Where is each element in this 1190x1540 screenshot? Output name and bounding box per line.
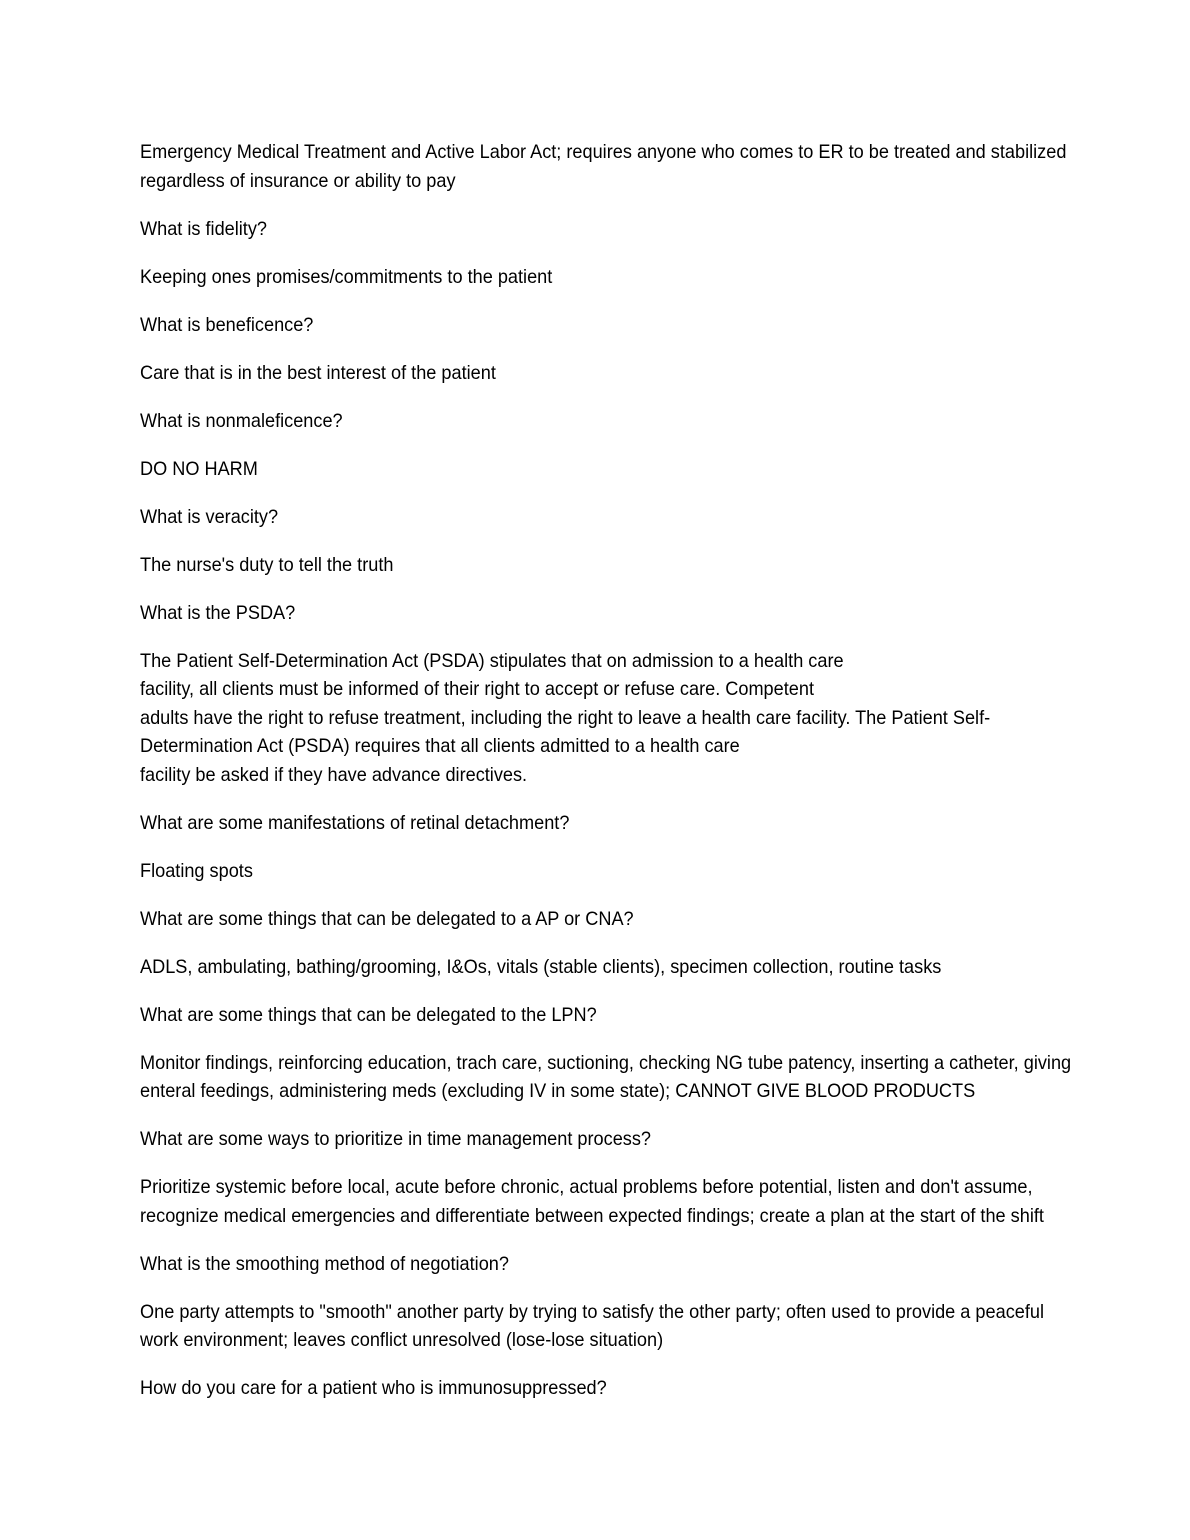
answer-beneficence: [140, 359, 996, 388]
text-line: regardless of insurance or ability to pay: [140, 169, 456, 192]
document-page: [140, 138, 1072, 1422]
answer-psda: [140, 647, 996, 790]
text-line: Care that is in the best interest of the patient: [140, 361, 496, 384]
question-psda: [140, 599, 996, 628]
answer-delegate-lpn: [140, 1049, 1072, 1106]
text-line: What is beneficence?: [140, 313, 314, 336]
text-line: What are some things that can be delegated to a AP or CNA?: [140, 907, 634, 930]
text-line: What are some manifestations of retinal detachment?: [140, 811, 570, 834]
question-immunosuppressed-care: [140, 1374, 996, 1403]
text-line: What is fidelity?: [140, 217, 268, 240]
text-line: DO NO HARM: [140, 457, 258, 480]
text-line: Prioritize systemic before local, acute before chronic, actual problems before potential, listen and don't assume,: [140, 1176, 1033, 1198]
text-line: The Patient Self-Determination Act (PSDA) stipulates that on admission to a health care: [140, 649, 844, 672]
answer-smoothing-negotiation: [140, 1298, 1045, 1355]
text-line: What is the PSDA?: [140, 601, 296, 624]
question-retinal-detachment: [140, 809, 996, 838]
question-smoothing-negotiation: [140, 1250, 996, 1279]
text-line: Keeping ones promises/commitments to the patient: [140, 265, 553, 288]
text-line: facility be asked if they have advance directives.: [140, 763, 528, 786]
text-line: ADLS, ambulating, bathing/grooming, I&Os, vitals (stable clients), specimen collection, routine tasks: [140, 955, 942, 978]
answer-retinal-detachment: [140, 857, 996, 886]
text-line: The nurse's duty to tell the truth: [140, 553, 394, 576]
answer-fidelity: [140, 263, 996, 292]
text-line: What is the smoothing method of negotiation?: [140, 1252, 509, 1275]
answer-nonmaleficence: [140, 455, 996, 484]
question-prioritize-time-management: [140, 1125, 996, 1154]
text-line: enteral feedings, administering meds (excluding IV in some state); CANNOT GIVE BLOOD PRODUCTS: [140, 1080, 976, 1102]
question-veracity: [140, 503, 996, 532]
answer-prioritize-time-management: [140, 1173, 1044, 1230]
text-line: How do you care for a patient who is immunosuppressed?: [140, 1377, 607, 1399]
answer-veracity: [140, 551, 996, 580]
text-line: recognize medical emergencies and differentiate between expected findings; create a plan at the start of the shift: [140, 1204, 1044, 1227]
answer-delegate-ap-cna: [140, 953, 996, 982]
question-fidelity: [140, 215, 996, 244]
text-line: What are some ways to prioritize in time management process?: [140, 1128, 652, 1150]
text-line: Determination Act (PSDA) requires that all clients admitted to a health care: [140, 735, 740, 757]
text-line: work environment; leaves conflict unresolved (lose-lose situation): [140, 1329, 664, 1351]
text-line: What is nonmaleficence?: [140, 409, 343, 432]
question-delegate-ap-cna: [140, 905, 996, 934]
text-line: Floating spots: [140, 859, 253, 882]
question-delegate-lpn: [140, 1001, 996, 1030]
question-nonmaleficence: [140, 407, 996, 436]
text-line: What are some things that can be delegated to the LPN?: [140, 1003, 597, 1026]
text-line: facility, all clients must be informed of their right to accept or refuse care. Competent: [140, 678, 814, 700]
text-line: One party attempts to "smooth" another party by trying to satisfy the other party; often used to provide a peaceful: [140, 1300, 1045, 1323]
paragraph-emtala-definition: [140, 138, 1067, 195]
text-line: What is veracity?: [140, 505, 279, 528]
text-line: Monitor findings, reinforcing education, trach care, suctioning, checking NG tube patency, inserting a catheter, giving: [140, 1051, 1072, 1074]
text-line: adults have the right to refuse treatment, including the right to leave a health care facility. The Patient Self-: [140, 706, 991, 729]
text-line: Emergency Medical Treatment and Active Labor Act; requires anyone who comes to ER to be treated and stabilized: [140, 141, 1067, 163]
question-beneficence: [140, 311, 996, 340]
